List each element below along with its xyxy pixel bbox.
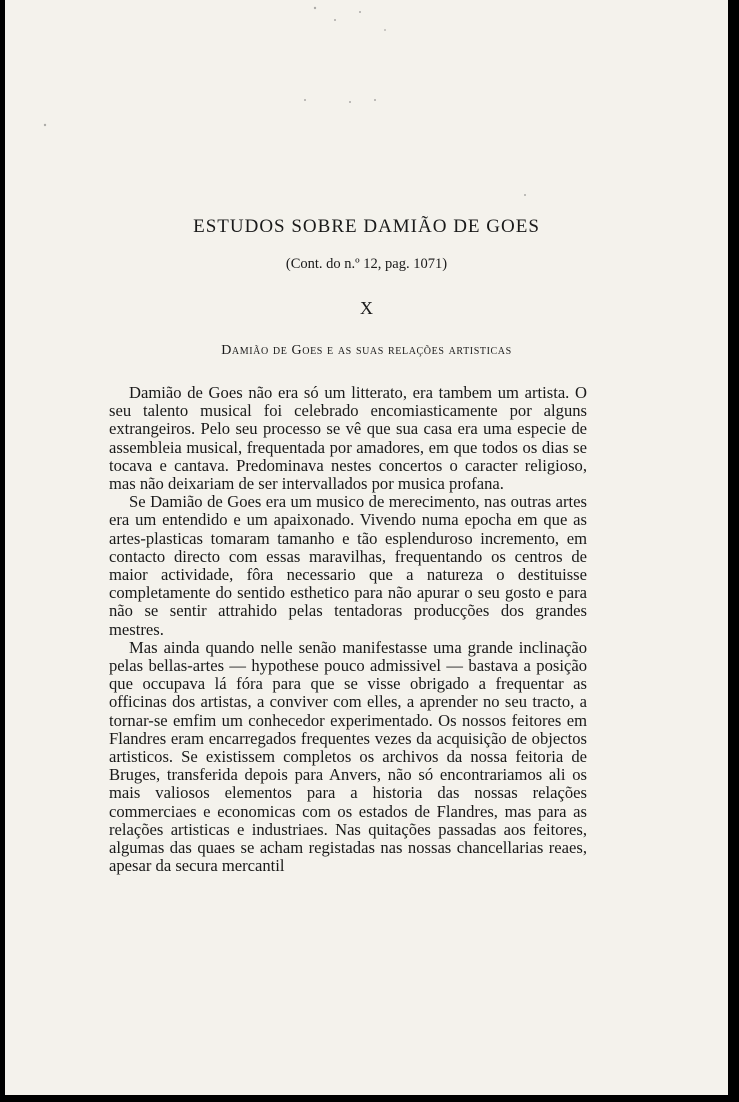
paper-specks bbox=[5, 0, 728, 200]
body-text bbox=[109, 384, 587, 875]
section-number: X bbox=[360, 298, 373, 318]
document-page bbox=[5, 0, 728, 1095]
article-title: ESTUDOS SOBRE DAMIÃO DE GOES bbox=[193, 216, 540, 237]
section-title: Damião de Goes e as suas relações artisticas bbox=[221, 343, 512, 358]
paragraph: Se Damião de Goes era um musico de merecimento, nas outras artes era um entendido e um apaixonado. Vivendo numa epocha em que as artes-plasticas tomaram tamanho e tão esplenduroso incremento, em contacto directo com essas maravilhas, frequentando os centros de maior actividade, fôra necessario que a natureza o destituisse completamente do sentido esthetico para não apurar o seu gosto e para não se sentir attrahido pelas tentadoras producções dos grandes mestres. bbox=[109, 492, 587, 639]
article-subtitle: (Cont. do n.º 12, pag. 1071) bbox=[285, 256, 448, 272]
paragraph: Damião de Goes não era só um litterato, era tambem um artista. O seu talento musical foi celebrado encomiasticamente por alguns extrangeiros. Pelo seu processo se vê que sua casa era uma especie de assembleia musical, frequentada por amadores, em que todos os dias se tocava e cantava. Predominava nestes concertos o caracter religioso, mas não deixariam de ser intervallados por musica profana. bbox=[109, 383, 587, 494]
paragraph: Mas ainda quando nelle senão manifestasse uma grande inclinação pelas bellas-artes — hypothese pouco admissivel — bastava a posição que occupava lá fóra para que se visse obrigado a frequentar as officinas dos artistas, a conviver com elles, a aprender no seu tracto, a tornar-se emfim um conhecedor experimentado. Os nossos feitores em Flandres eram encarregados frequentes vezes da acquisição de objectos artisticos. Se existissem completos os archivos da nossa feitoria de Bruges, transferida depois para Anvers, não só encontrariamos ali os mais valiosos elementos para a historia das nossas relações commerciaes e economicas com os estados de Flandres, mas para as relações artisticas e industriaes. Nas quitações passadas aos feitores, algumas das quaes se acham registadas nas nossas chancellarias reaes, apesar da secura mercantil bbox=[109, 637, 587, 876]
